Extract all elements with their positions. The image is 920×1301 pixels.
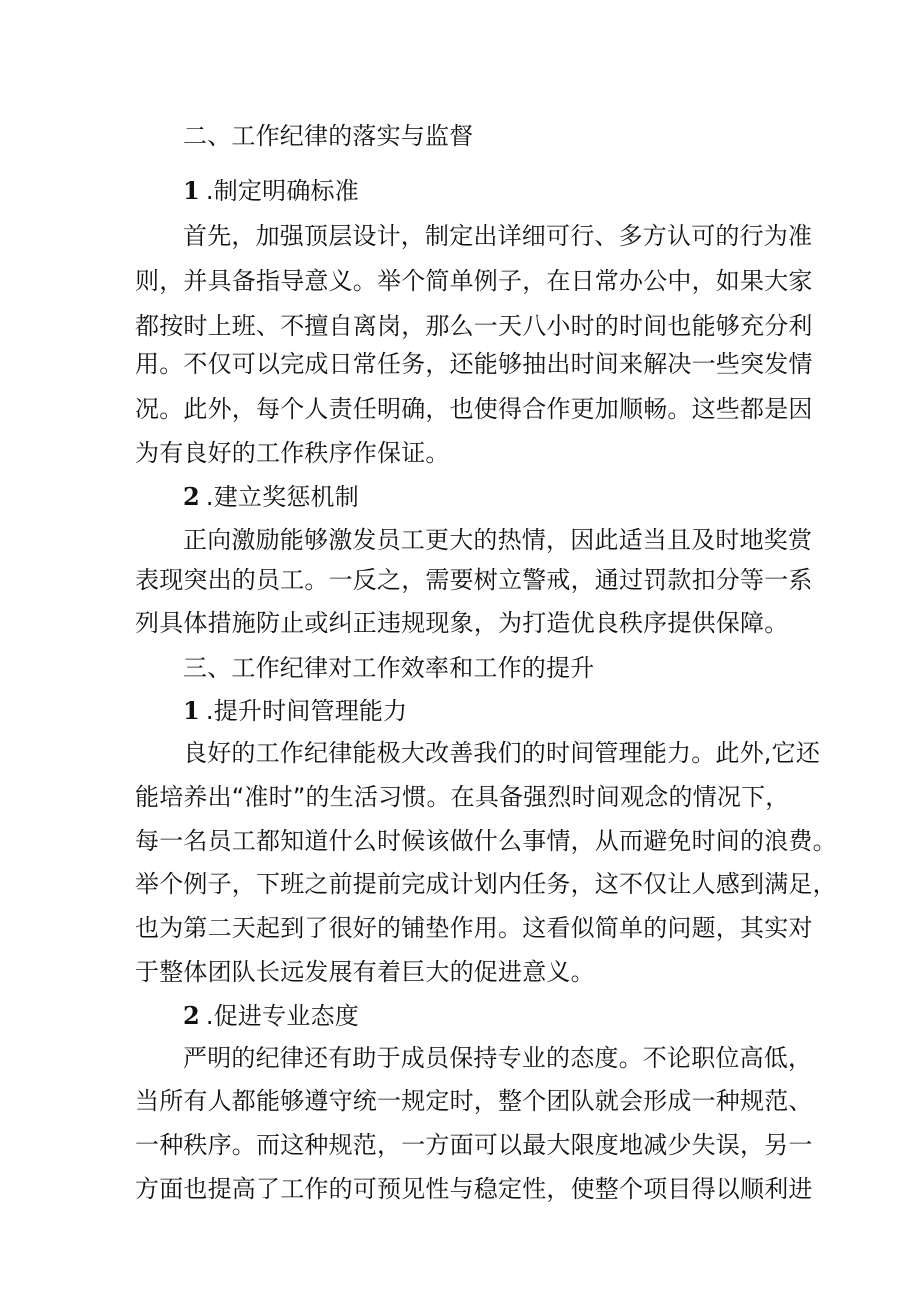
subsection-title: .建立奖惩机制	[205, 483, 359, 511]
section-heading: 二、工作纪律的落实与监督	[183, 122, 474, 150]
paragraph-line: 当所有人都能够遵守统一规定时，整个团队就会形成一种规范、	[135, 1087, 813, 1115]
paragraph-line: 良好的工作纪律能极大改善我们的时间管理能力。此外,它还	[183, 739, 821, 767]
paragraph-line: 都按时上班、不擅自离岗，那么一天八小时的时间也能够充分利	[135, 312, 813, 340]
paragraph-line: 用。不仅可以完成日常任务，还能够抽出时间来解决一些突发情	[135, 350, 813, 378]
paragraph-line: 列具体措施防止或纠正违规现象，为打造优良秩序提供保障。	[135, 609, 789, 637]
paragraph-line: 表现突出的员工。一反之，需要树立警戒，通过罚款扣分等一系	[135, 566, 813, 594]
paragraph-line: 况。此外，每个人责任明确，也使得合作更加顺畅。这些都是因	[135, 395, 813, 423]
paragraph-line: 首先，加强顶层设计，制定出详细可行、多方认可的行为准	[183, 222, 813, 250]
paragraph-line: 一种秩序。而这种规范，一方面可以最大限度地减少失误，另一	[135, 1131, 813, 1159]
paragraph-line: 每一名员工都知道什么时候该做什么事情，从而避免时间的浪费。	[135, 827, 837, 855]
subsection-heading	[183, 694, 843, 728]
paragraph-line: 严明的纪律还有助于成员保持专业的态度。不论职位高低，	[183, 1044, 813, 1072]
paragraph-line: 正向激励能够激发员工更大的热情，因此适当且及时地奖赏	[183, 526, 813, 554]
section-heading: 三、工作纪律对工作效率和工作的提升	[183, 654, 595, 682]
paragraph-line: 举个例子，下班之前提前完成计划内任务，这不仅让人感到满足，	[135, 870, 837, 898]
subsection-number: 2	[183, 1001, 200, 1030]
subsection-title: .促进专业态度	[205, 1002, 359, 1030]
subsection-heading	[183, 999, 843, 1033]
paragraph-line: 于整体团队长远发展有着巨大的促进意义。	[135, 958, 595, 986]
paragraph-line: 能培养出“准时”的生活习惯。在具备强烈时间观念的情况下，	[135, 783, 790, 811]
paragraph-line: 方面也提高了工作的可预见性与稳定性，使整个项目得以顺利进	[135, 1175, 813, 1203]
paragraph-line: 为有良好的工作秩序作保证。	[135, 439, 450, 467]
subsection-number: 1	[183, 696, 200, 725]
subsection-heading	[183, 174, 843, 208]
subsection-title: .提升时间管理能力	[205, 697, 408, 725]
paragraph-line: 则，并具备指导意义。举个简单例子，在日常办公中，如果大家	[135, 267, 813, 295]
subsection-number: 2	[183, 482, 200, 511]
paragraph-line: 也为第二天起到了很好的铺垫作用。这看似简单的问题，其实对	[135, 914, 813, 942]
subsection-heading	[183, 480, 843, 514]
subsection-number: 1	[183, 176, 200, 205]
subsection-title: .制定明确标准	[205, 177, 359, 205]
